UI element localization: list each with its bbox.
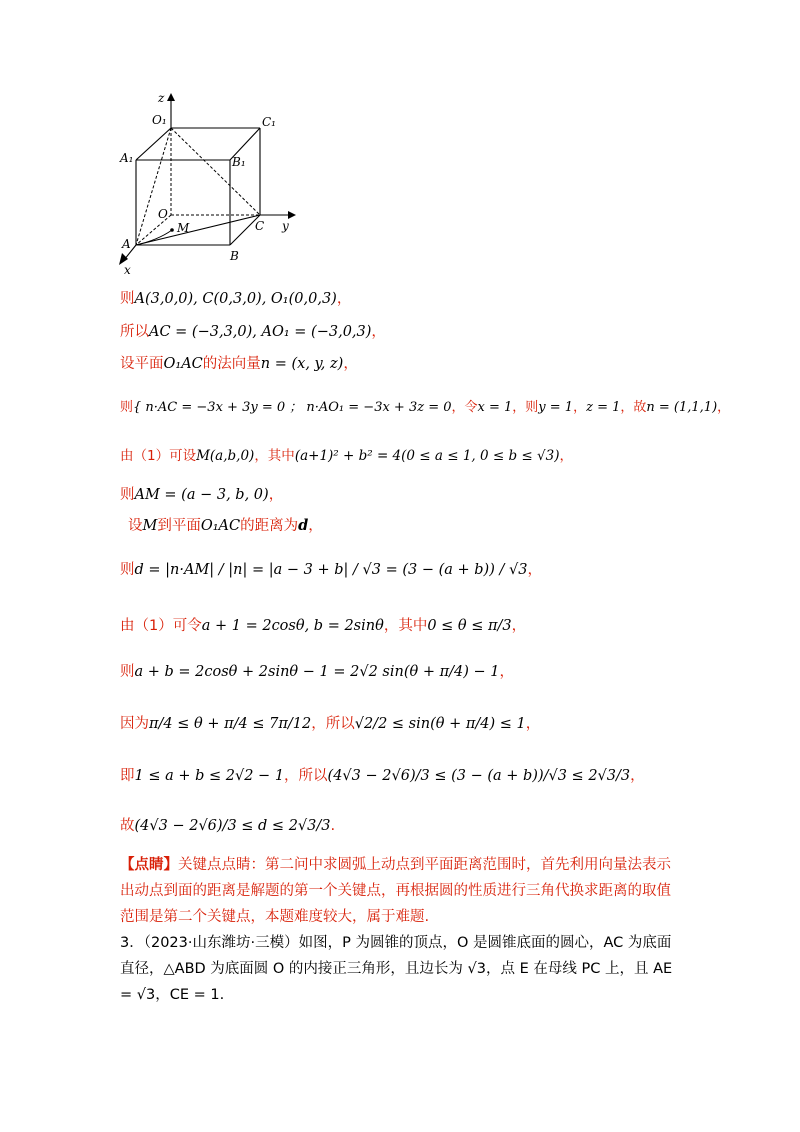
solution-line-4: 则{ n·AC = −3x + 3y = 0 ； n·AO₁ = −3x + 3z = 0，令x = 1，则y = 1，z = 1，故n = (1,1,1)，	[120, 400, 731, 415]
label-z: z	[158, 91, 165, 105]
solution-line-5: 由（1）可设M(a,b,0)，其中(a+1)² + b² = 4(0 ≤ a ≤ 1, 0 ≤ b ≤ √3)，	[120, 448, 573, 464]
label-O1: O₁	[152, 113, 167, 127]
comment-text: 关键点点睛：第二问中求圆弧上动点到平面距离范围时，首先利用向量法表示出动点到面的距离是解题的第一个关键点，再根据圆的性质进行三角代换求距离的取值范围是第二个关键点，本题难度较大，属于难题.	[120, 857, 671, 925]
problem-3-text: 3．（2023·山东潍坊·三模）如图，P 为圆锥的顶点，O 是圆锥底面的圆心，AC 为底面直径，△ABD 为底面圆 O 的内接正三角形，且边长为 √3，点 E 在母线 PC 上，且 AE = √3，CE = 1.	[120, 935, 673, 1003]
label-A1: A₁	[120, 151, 134, 165]
key-point-comment	[120, 852, 680, 930]
label-M: M	[177, 221, 190, 235]
cube-figure	[110, 90, 310, 280]
label-y: y	[282, 219, 289, 233]
solution-line-2: 所以AC = (−3,3,0), AO₁ = (−3,0,3)，	[120, 324, 386, 340]
solution-line-1: 则A(3,0,0), C(0,3,0), O₁(0,0,3)，	[120, 291, 352, 307]
label-x: x	[124, 263, 131, 277]
solution-line-13: 故(4√3 − 2√6)/3 ≤ d ≤ 2√3/3.	[120, 818, 336, 834]
label-B1: B₁	[232, 155, 246, 169]
solution-line-9: 由（1）可令a + 1 = 2cosθ, b = 2sinθ，其中0 ≤ θ ≤ π/3，	[120, 618, 527, 634]
label-B: B	[230, 249, 239, 263]
solution-line-8: 则d = |n·AM| / |n| = |a − 3 + b| / √3 = (3 − (a + b)) / √3，	[120, 562, 542, 578]
solution-line-12: 即1 ≤ a + b ≤ 2√2 − 1，所以(4√3 − 2√6)/3 ≤ (3 − (a + b))/√3 ≤ 2√3/3，	[120, 768, 645, 784]
label-C: C	[255, 219, 265, 233]
label-A: A	[122, 237, 131, 251]
label-C1: C₁	[262, 115, 276, 129]
solution-line-7: 设M到平面O₁AC的距离为d，	[128, 517, 323, 534]
solution-line-11: 因为π/4 ≤ θ + π/4 ≤ 7π/12，所以√2/2 ≤ sin(θ + π/4) ≤ 1，	[120, 716, 541, 732]
solution-line-6: 则AM = (a − 3, b, 0)，	[120, 487, 284, 503]
label-O: O	[158, 207, 168, 221]
comment-tag: 【点睛】	[120, 857, 178, 873]
solution-line-10: 则a + b = 2cosθ + 2sinθ − 1 = 2√2 sin(θ + π/4) − 1，	[120, 664, 514, 680]
solution-line-3: 设平面O₁AC的法向量n = (x, y, z)，	[120, 356, 358, 372]
